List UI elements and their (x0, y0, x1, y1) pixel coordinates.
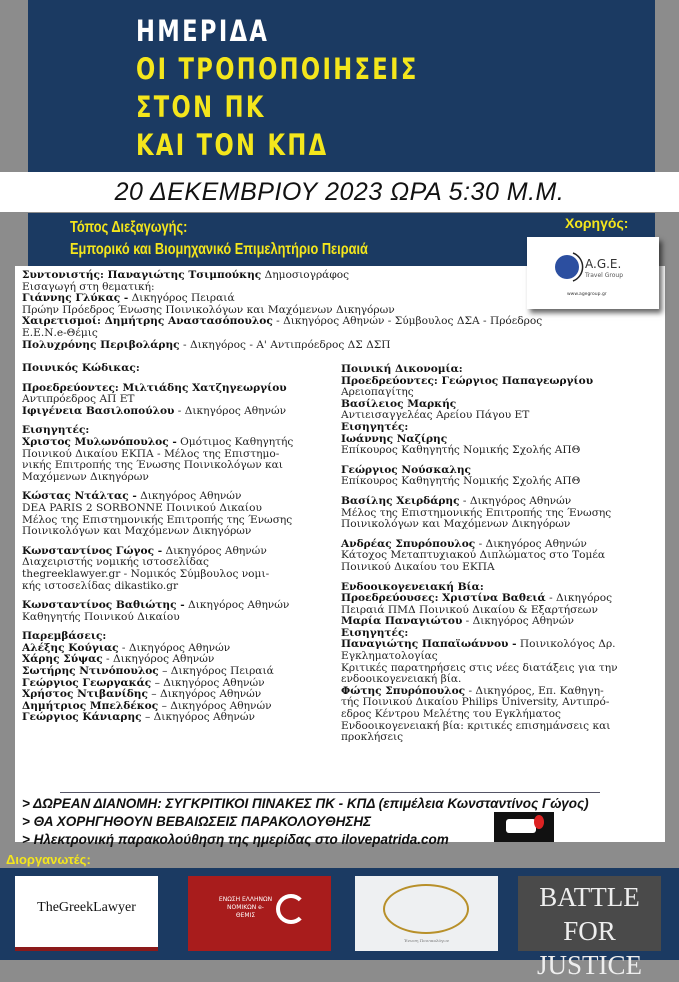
note-line: > Ηλεκτρονική παρακολούθηση της ημερίδας στο ilovepatrida.com (22, 832, 449, 847)
program-line (341, 732, 618, 744)
program-line (341, 519, 618, 531)
speaker-role: κής ιστοσελίδας dikastiko.gr (22, 579, 179, 592)
speaker-name: Ανδρέας Σπυρόπουλος (341, 537, 476, 550)
speaker-name: Ποινικός Κώδικας: (22, 362, 140, 374)
speaker-role: DEA PARIS 2 SORBONNE Ποινικού Δικαίου (22, 501, 262, 514)
speaker-role: νικής Επιτροπής της Ένωσης Ποινικολόγων και (22, 459, 283, 472)
speaker-role: Επίκουρος Καθηγητής Νομικής Σχολής ΑΠΘ (341, 444, 581, 457)
speaker-role: Ποινικολόγων και Μαχόμενων Δικηγόρων (22, 525, 252, 538)
speaker-name: Προεδρεύουσες: Χριστίνα Βαθειά (341, 592, 546, 605)
speaker-role: – Δικηγόρος Αθηνών (147, 688, 262, 701)
speaker-name: Δημήτριος Μπελδέκος (22, 699, 159, 712)
event-date: 20 ΔΕΚΕΜΒΡΙΟΥ 2023 ΩΡΑ 5:30 Μ.Μ. (0, 172, 679, 212)
speaker-role: - Δικηγόρος Αθηνών (174, 404, 287, 417)
speaker-role: Δικηγόρος Αθηνών (162, 544, 267, 557)
speaker-name: Ιωάννης Ναζίρης (341, 432, 448, 445)
speaker-role: Αρειοπαγίτης (341, 386, 414, 399)
venue-place: Εμπορικό και Βιομηχανικό Επιμελητήριο Πειραιά (70, 241, 368, 258)
speaker-name: Χαιρετισμοί: Δημήτρης Αναστασόπουλος (22, 315, 273, 328)
speaker-role: ενδοοικογενειακή βία. (341, 673, 462, 686)
speaker-role: Αντιεισαγγελέας Αρείου Πάγου ΕΤ (341, 409, 530, 422)
speaker-role: Δικηγόρος Αθηνών (136, 490, 242, 503)
procedure-section (341, 364, 618, 744)
speaker-name: Παναγιώτης Παπαϊωάννου - (341, 638, 517, 651)
sponsor-logo (527, 237, 659, 309)
speaker-role: - Δικηγόρος Αθηνών (462, 615, 574, 628)
speaker-name: Γεώργιος Νούσκαλης (341, 463, 472, 476)
speaker-role: - Δικηγόρος Αθηνών - Σύμβουλος ΔΣΑ - Πρόεδρος (272, 315, 543, 328)
speaker-name: Ποινική Δικονομία: (341, 363, 463, 375)
sponsor-name: A.G.E. (585, 257, 622, 271)
program-line (341, 562, 618, 574)
speaker-role: Ποινικολόγος Δρ. (516, 638, 616, 651)
program-line (22, 340, 542, 352)
note-line: > ΔΩΡΕΑΝ ΔΙΑΝΟΜΗ: ΣΥΓΚΡΙΤΙΚΟΙ ΠΙΝΑΚΕΣ ΠΚ - ΚΠΔ (επιμέλεια Κωνσταντίνος Γώγος) (22, 796, 589, 811)
event-title-line: ΟΙ ΤΡΟΠΟΠΟΙΗΣΕΙΣ (136, 52, 419, 86)
speaker-name: Προεδρεύοντες: Γεώργιος Παπαγεωργίου (341, 374, 594, 387)
speaker-role: Ποινικολόγων και Μαχόμενων Δικηγόρων (341, 518, 571, 531)
speaker-role: – Δικηγόρος Πειραιά (158, 665, 274, 678)
speaker-role: Δημοσιογράφος (261, 269, 350, 281)
event-title-line: ΣΤΟΝ ΠΚ (136, 90, 266, 124)
speaker-role: Εισαγωγή στη θεματική: (22, 280, 155, 293)
speaker-role: – Δικηγόρος Αθηνών (141, 711, 255, 724)
speaker-role: Μαχόμενων Δικηγόρων (22, 470, 149, 483)
intro-section (22, 270, 542, 351)
speaker-role: – Δικηγόρος Αθηνών (151, 676, 265, 689)
speaker-name: Ενδοοικογενειακή Βία: (341, 580, 484, 593)
program-line (22, 472, 293, 484)
speaker-role: - Δικηγόρος Αθηνών (459, 494, 572, 507)
speaker-role: Μέλος της Επιστημονικής Επιτροπής της Ένωσης (341, 506, 612, 519)
speaker-role: προκλήσεις (341, 731, 404, 744)
speaker-role: Αντιπρόεδρος ΑΠ ΕΤ (22, 393, 135, 406)
speaker-name: Ιφιγένεια Βασιλοπούλου (22, 404, 175, 417)
speaker-role: Διαχειριστής νομικής ιστοσελίδας (22, 556, 209, 569)
speaker-role: - Δικηγόρος Αθηνών (102, 653, 215, 666)
speaker-name: Κωνσταντίνος Γώγος - (22, 544, 163, 557)
speaker-role: Δικηγόρος Πειραιά (128, 292, 235, 305)
speaker-name: Αλέξης Κούγιας (22, 641, 119, 654)
sponsor-url: www.agegroup.gr (567, 292, 607, 297)
sponsor-sub: Travel Group (585, 272, 624, 279)
speaker-name: Βασίλειος Μαρκής (341, 397, 457, 410)
organizers-label: Διοργανωτές: (6, 852, 91, 867)
speaker-role: Ομότιμος Καθηγητής (176, 435, 294, 448)
speaker-role: - Δικηγόρος Αθηνών (475, 537, 587, 550)
speaker-name: Βασίλης Χειρδάρης (341, 494, 460, 507)
speaker-name: Χριστος Μυλωνόπουλος - (22, 435, 177, 448)
program-line (22, 712, 293, 724)
speaker-role: Καθηγητής Ποινικού Δικαίου (22, 610, 180, 623)
speaker-name: Εισηγητές: (22, 424, 90, 437)
speaker-name: Παρεμβάσεις: (22, 630, 107, 643)
program-line (341, 445, 618, 457)
speaker-name: Γεώργιος Γεωργακάς (22, 676, 152, 689)
header-panel (28, 0, 655, 172)
divider (60, 792, 600, 793)
battle-for-justice-logo: BATTLE FOR JUSTICE (518, 876, 661, 951)
event-title-line: ΚΑΙ ΤΟΝ ΚΠΔ (136, 128, 329, 162)
speaker-role: Κάτοχος Μεταπτυχιακού Διπλώματος στο Τομέα (341, 549, 606, 562)
speaker-name: Μαρία Παναγιώτου (341, 615, 463, 628)
speaker-role: - Δικηγόρος (545, 592, 613, 605)
speaker-name: Γεώργιος Κάνιαρης (22, 711, 142, 724)
speaker-role: Δικηγόρος Αθηνών (184, 599, 290, 612)
justice-emblem-logo: Ένωση Ποινικολόγων (355, 876, 498, 951)
speaker-name: Προεδρεύοντες: Μιλτιάδης Χατζηγεωργίου (22, 381, 287, 394)
event-type: ΗΜΕΡΙΔΑ (136, 14, 270, 48)
speaker-name: Εισηγητές: (341, 420, 409, 433)
program-line (22, 581, 293, 593)
speaker-name: Γιάννης Γλύκας - (22, 292, 129, 305)
sponsor-label: Χορηγός: (565, 215, 629, 231)
penal-code-section (22, 363, 293, 724)
speaker-role: Μέλος της Επιστημονικής Επιτροπής της Ένωσης (22, 513, 293, 526)
speaker-name: Κώστας Ντάλτας - (22, 490, 137, 503)
venue-label: Τόπος Διεξαγωγής: (70, 219, 188, 236)
speaker-name: Εισηγητές: (341, 626, 409, 639)
speaker-name: Σωτήρης Ντινόπουλος (22, 665, 159, 678)
speaker-role: Πειραιά ΠΜΔ Ποινικού Δικαίου & Εξαρτήσεων (341, 603, 598, 616)
ilovepatrida-logo (494, 812, 554, 842)
speaker-name: Φώτης Σπυρόπουλος (341, 684, 466, 697)
speaker-name: Πολυχρόνης Περιβολάρης (22, 338, 180, 351)
speaker-name: Χάρης Σύψας (22, 653, 103, 666)
speaker-role: - Δικηγόρος - Α' Αντιπρόεδρος ΔΣ ΔΣΠ (179, 338, 391, 351)
speaker-name: Συντονιστής: Παναγιώτης Τσιμπούκης (22, 269, 262, 281)
speaker-role: Ε.Ε.Ν.e-Θέμις (22, 326, 98, 339)
program-line (22, 363, 293, 375)
program-line (341, 476, 618, 488)
speaker-role: – Δικηγόρος Αθηνών (158, 699, 272, 712)
e-themis-logo: ΕΝΩΣΗ ΕΛΛΗΝΩΝ ΝΟΜΙΚΩΝ e-ΘΕΜΙΣ (188, 876, 331, 951)
speaker-role: Ποινικού Δικαίου ΕΚΠΑ - Μέλος της Επιστημο- (22, 447, 280, 460)
speaker-role: τής Ποινικού Δικαίου Philips University, Αντιπρό- (341, 696, 610, 709)
speaker-role: Επίκουρος Καθηγητής Νομικής Σχολής ΑΠΘ (341, 475, 581, 488)
speaker-name: Χρήστος Ντιβανίδης (22, 688, 148, 701)
speaker-role: Ενδοοικογενειακή βία: κριτικές επισημάνσεις και (341, 719, 611, 732)
speaker-role: εδρος Κέντρου Μελέτης του Εγκλήματος (341, 708, 561, 721)
speaker-role: thegreeklawyer.gr - Νομικός Σύμβουλος νομι- (22, 567, 270, 580)
program-line (22, 406, 293, 418)
program-line (22, 612, 293, 624)
speaker-role: Πρώην Πρόεδρος Ένωσης Ποινικολόγων και Μαχόμενων Δικηγόρων (22, 303, 395, 316)
speaker-role: - Δικηγόρος, Επ. Καθηγη- (465, 684, 604, 697)
speaker-role: Εγκληματολογίας (341, 650, 438, 663)
thegreeklawyer-logo: TheGreekLawyer (15, 876, 158, 951)
speaker-name: Κωνσταντίνος Βαθιώτης - (22, 599, 185, 612)
speaker-role: - Δικηγόρος Αθηνών (118, 641, 231, 654)
program-line (22, 316, 542, 328)
program-line (22, 526, 293, 538)
note-line: > ΘΑ ΧΟΡΗΓΗΘΟΥΝ ΒΕΒΑΙΩΣΕΙΣ ΠΑΡΑΚΟΛΟΥΘΗΣΗΣ (22, 814, 372, 829)
speaker-role: Κριτικές παρατηρήσεις στις νέες διατάξεις για την (341, 661, 618, 674)
speaker-role: Ποινικού Δικαίου του ΕΚΠΑ (341, 560, 495, 573)
